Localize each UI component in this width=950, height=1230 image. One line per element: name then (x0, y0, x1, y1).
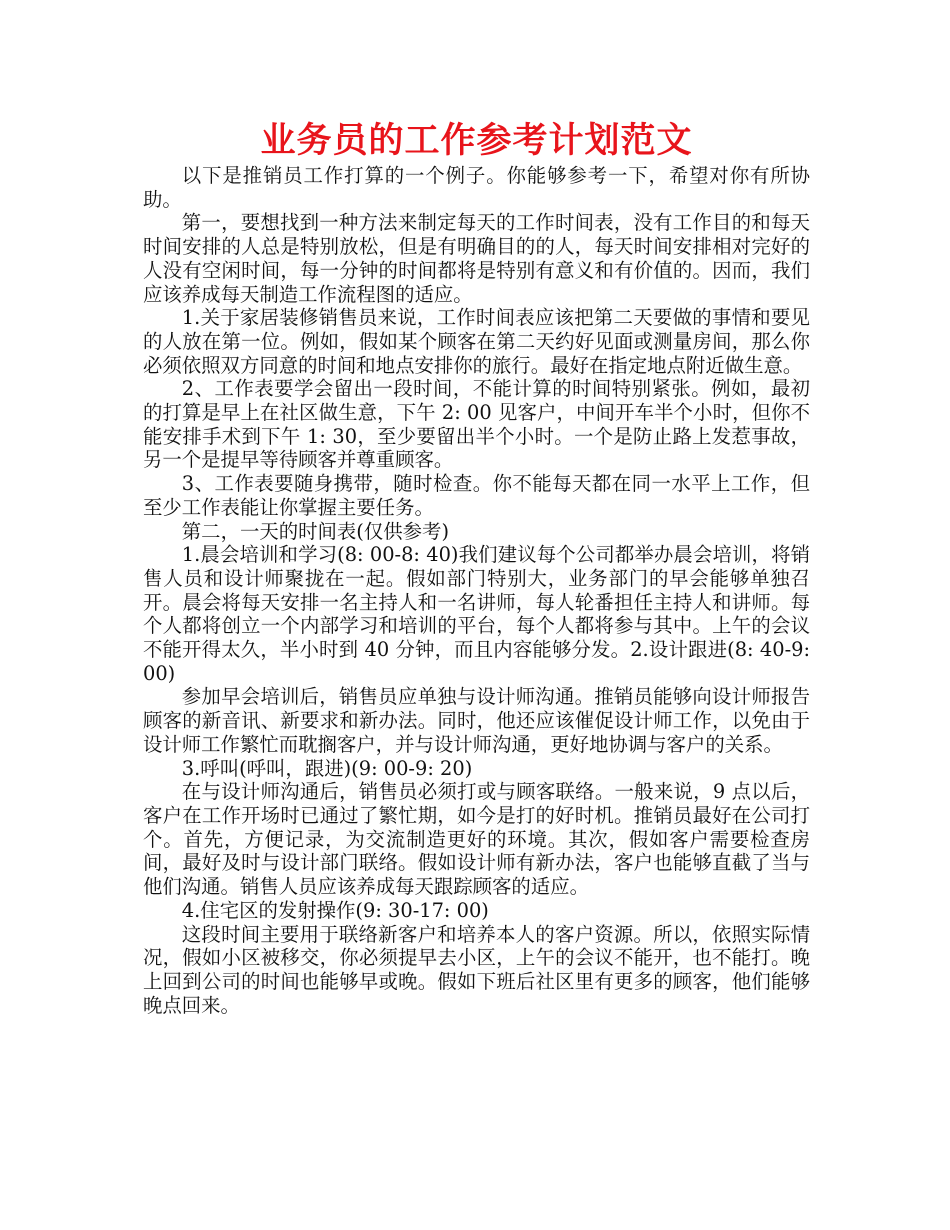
paragraph-designer-followup: 参加早会培训后，销售员应单独与设计师沟通。推销员能够向设计师报告顾客的新音讯、新要求和新办法。同时，他还应该催促设计师工作，以免由于设计师工作繁忙而耽搁客户，并与设计师沟通，更好地协调与客户的关系。 (143, 685, 810, 756)
document-body (143, 164, 810, 1017)
paragraph-item-3: 3、工作表要随身携带，随时检查。你不能每天都在同一水平上工作，但至少工作表能让你掌握主要任务。 (143, 472, 810, 519)
paragraph-second-point: 第二，一天的时间表(仅供参考) (181, 519, 450, 543)
paragraph-residential-heading: 4.住宅区的发射操作(9: 30-17: 00) (181, 898, 489, 922)
paragraph-call-heading: 3.呼叫(呼叫，跟进)(9: 00-9: 20) (181, 756, 473, 780)
paragraph-item-2: 2、工作表要学会留出一段时间，不能计算的时间特别紧张。例如，最初的打算是早上在社区做生意，下午 2: 00 见客户，中间开车半个小时，但你不能安排手术到下午 1: 30，至少要留出半个小时。一个是防止路上发惹事故，另一个是提早等待顾客并尊重顾客。 (143, 377, 810, 472)
paragraph-residential-details: 这段时间主要用于联络新客户和培养本人的客户资源。所以，依照实际情况，假如小区被移交，你必须提早去小区，上午的会议不能开，也不能打。晚上回到公司的时间也能够早或晚。假如下班后社区里有更多的顾客，他们能够晚点回来。 (143, 922, 810, 1017)
document-page (143, 118, 810, 1017)
paragraph-item-1: 1.关于家居装修销售员来说，工作时间表应该把第二天要做的事情和要见的人放在第一位。例如，假如某个顾客在第二天约好见面或测量房间，那么你必须依照双方同意的时间和地点安排你的旅行。最好在指定地点附近做生意。 (143, 306, 810, 377)
paragraph-call-details: 在与设计师沟通后，销售员必须打或与顾客联络。一般来说，9 点以后，客户在工作开场时已通过了繁忙期，如今是打的好时机。推销员最好在公司打个。首先，方便记录，为交流制造更好的环境。其次，假如客户需要检查房间，最好及时与设计部门联络。假如设计师有新办法，客户也能够直截了当与他们沟通。销售人员应该养成每天跟踪顾客的适应。 (143, 780, 810, 899)
document-title: 业务员的工作参考计划范文 (260, 121, 693, 161)
paragraph-intro: 以下是推销员工作打算的一个例子。你能够参考一下，希望对你有所协助。 (143, 164, 810, 211)
paragraph-morning-meeting: 1.晨会培训和学习(8: 00-8: 40)我们建议每个公司都举办晨会培训，将销售人员和设计师聚拢在一起。假如部门特别大，业务部门的早会能够单独召开。晨会将每天安排一名主持人和一名讲师，每人轮番担任主持人和讲师。每个人都将创立一个内部学习和培训的平台，每个人都将参与其中。上午的会议不能开得太久，半小时到 40 分钟，而且内容能够分发。2.设计跟进(8: 40-9: 00) (143, 543, 810, 685)
paragraph-first-point: 第一，要想找到一种方法来制定每天的工作时间表，没有工作目的和每天时间安排的人总是特别放松，但是有明确目的的人，每天时间安排相对完好的人没有空闲时间，每一分钟的时间都将是特别有意义和有价值的。因而，我们应该养成每天制造工作流程图的适应。 (143, 211, 810, 306)
